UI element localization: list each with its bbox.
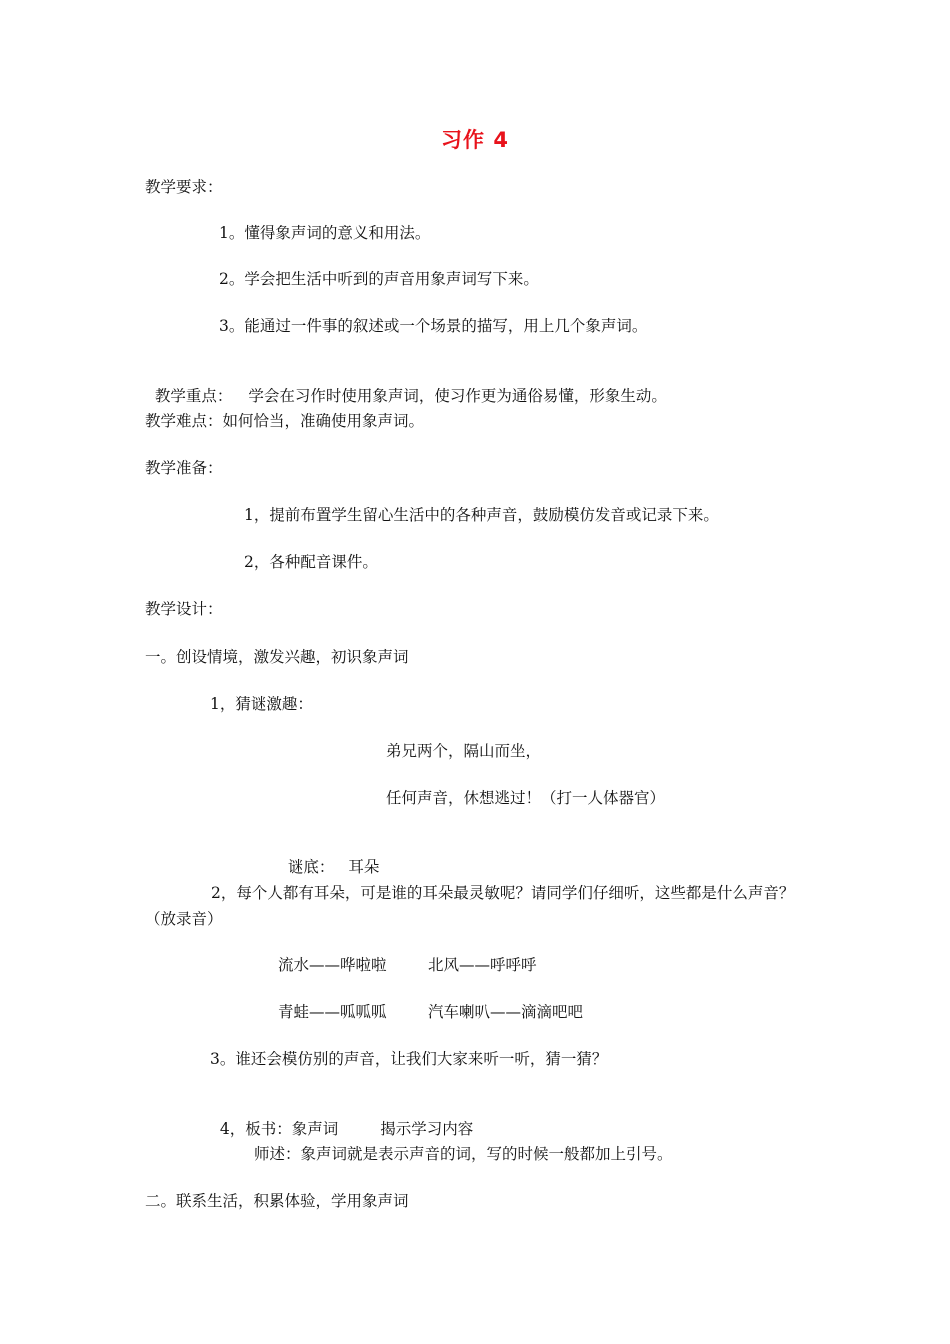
key-point-text: 学会在习作时使用象声词，使习作更为通俗易懂，形象生动。 <box>248 387 667 405</box>
item2-paragraph: 2，每个人都有耳朵，可是谁的耳朵最灵敏呢？请同学们仔细听，这些都是什么声音？（放录音） <box>145 884 795 928</box>
requirement-item: 1。懂得象声词的意义和用法。 <box>219 224 431 242</box>
page-title: 习作 4 <box>441 128 509 152</box>
riddle-line: 弟兄两个，隔山而坐， <box>386 742 542 760</box>
teacher-statement: 师述：象声词就是表示声音的词，写的时候一般都加上引号。 <box>254 1145 673 1163</box>
item4-label: 4，板书：象声词 <box>219 1120 339 1138</box>
requirement-item: 2。学会把生活中听到的声音用象声词写下来。 <box>219 270 539 288</box>
item4-text: 揭示学习内容 <box>380 1120 474 1138</box>
preparation-heading: 教学准备： <box>145 459 223 477</box>
key-point-label: 教学重点： <box>154 387 233 405</box>
riddle-line: 任何声音，休想逃过！（打一人体器官） <box>386 789 666 807</box>
design-heading: 教学设计： <box>145 600 223 618</box>
requirements-heading: 教学要求： <box>145 178 223 196</box>
preparation-item: 2，各种配音课件。 <box>244 553 378 571</box>
sound-pair: 汽车喇叭——滴滴吧吧 <box>428 1003 584 1021</box>
preparation-item: 1，提前布置学生留心生活中的各种声音，鼓励模仿发音或记录下来。 <box>244 506 719 524</box>
sound-pair: 北风——呼呼呼 <box>428 956 537 974</box>
requirement-item: 3。能通过一件事的叙述或一个场景的描写，用上几个象声词。 <box>219 317 648 335</box>
difficulty: 教学难点：如何恰当，准确使用象声词。 <box>145 412 425 430</box>
section2-heading: 二。联系生活，积累体验，学用象声词 <box>145 1192 409 1210</box>
key-point <box>145 363 667 407</box>
riddle-answer <box>278 834 379 878</box>
section1-heading: 一。创设情境，激发兴趣，初识象声词 <box>145 648 409 666</box>
sound-pair: 流水——哗啦啦 <box>278 956 387 974</box>
item4 <box>210 1096 473 1140</box>
item3: 3。谁还会模仿别的声音，让我们大家来听一听，猜一猜？ <box>210 1050 608 1068</box>
riddle-answer-text: 耳朵 <box>348 858 380 876</box>
riddle-answer-label: 谜底： <box>287 858 335 876</box>
sound-pair: 青蛙——呱呱呱 <box>278 1003 387 1021</box>
riddle-intro: 1，猜谜激趣： <box>210 695 313 713</box>
